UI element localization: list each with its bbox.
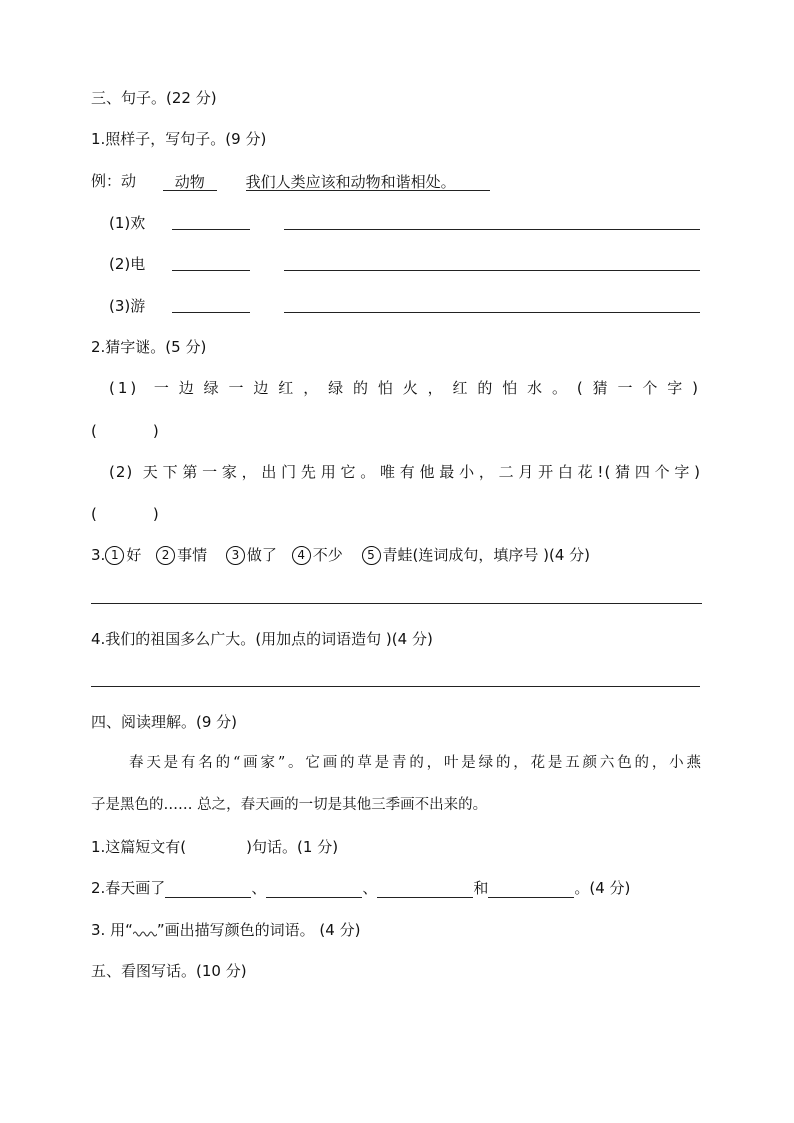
riddle-2-label: (2) [109, 463, 134, 481]
q1-item-2-word-blank[interactable] [172, 270, 250, 271]
example-sentence-text: 我们人类应该和动物和谐相处。 [245, 173, 456, 191]
q4-answer-line[interactable] [91, 686, 700, 687]
q1-item-1-sentence-blank[interactable] [284, 229, 700, 230]
q3-word-1: 好 [126, 546, 142, 564]
example-word [163, 172, 217, 191]
reading-q2-blank-1[interactable] [165, 879, 251, 898]
riddle-1-open-paren: ( [91, 422, 97, 440]
q1-example [91, 171, 490, 191]
q1-item-2-label: (2)电 [109, 255, 146, 273]
reading-q2-and: 和 [473, 879, 489, 897]
q1-item-1-word-blank[interactable] [172, 229, 250, 230]
riddle-1-label: (1) [109, 379, 140, 397]
example-prefix: 例：动 [91, 172, 137, 190]
q1-item-2-sentence-blank[interactable] [284, 270, 700, 271]
riddle-2-answer[interactable] [91, 504, 159, 524]
passage-line-2: 子是黑色的…… 总之，春天画的一切是其他三季画不出来的。 [91, 797, 488, 813]
passage-line-1: 春天是有名的“画家”。它画的草是青的，叶是绿的，花是五颜六色的，小燕 [129, 755, 701, 771]
reading-q2-sep-1: 、 [251, 879, 267, 897]
example-sentence [246, 172, 490, 191]
reading-q1-before: 1.这篇短文有( [91, 838, 187, 856]
q3-word-4: 不少 [312, 546, 343, 564]
reading-q1 [91, 837, 338, 857]
reading-q3-after: ”画出描写颜色的词语。 (4 分) [156, 921, 361, 939]
reading-q3-before: 3. 用“ [91, 921, 133, 939]
section-3-title: 三、句子。(22 分) [91, 89, 217, 107]
q3-word-3: 做了 [246, 546, 277, 564]
reading-q2 [91, 878, 630, 898]
q1-item-3-word-blank[interactable] [172, 312, 250, 313]
q1-item-1-label: (1)欢 [109, 214, 146, 232]
reading-q2-sep-2: 、 [362, 879, 378, 897]
q3-word-2: 事情 [177, 546, 208, 564]
q3-instruction: (连词成句，填序号 )(4 分) [412, 546, 591, 564]
q3-answer-line[interactable] [91, 603, 702, 604]
q3-num-3: 3 [226, 546, 245, 565]
reading-q3 [91, 920, 360, 940]
q2-title: 2.猜字谜。(5 分) [91, 338, 207, 356]
q3-num-2: 2 [156, 546, 175, 565]
riddle-2-open-paren: ( [91, 505, 97, 523]
q3-num-5: 5 [362, 546, 381, 565]
q4-text: 4.我们的祖国多么广大。(用加点的词语造句 )(4 分) [91, 630, 433, 648]
q3-num-4: 4 [292, 546, 311, 565]
section-4-title: 四、阅读理解。(9 分) [91, 713, 238, 731]
reading-q2-before: 2.春天画了 [91, 879, 166, 897]
q3-prefix: 3. [91, 546, 106, 564]
q1-title: 1.照样子，写句子。(9 分) [91, 130, 267, 148]
riddle-1-answer[interactable] [91, 421, 159, 441]
riddle-1 [109, 378, 701, 398]
wavy-line-icon [133, 927, 157, 937]
riddle-2-text: 天下第一家，出门先用它。唯有他最小，二月开白花!(猜四个字) [142, 463, 701, 481]
riddle-2-close-paren: ) [152, 505, 159, 523]
riddle-1-text: 一边绿一边红，绿的怕火，红的怕水。(猜一个字) [153, 379, 701, 397]
riddle-1-close-paren: ) [152, 422, 159, 440]
reading-q2-blank-3[interactable] [377, 879, 473, 898]
reading-q2-blank-4[interactable] [488, 879, 574, 898]
reading-q1-after: )句话。(1 分) [246, 838, 339, 856]
riddle-2 [109, 462, 701, 482]
q1-item-3-sentence-blank[interactable] [284, 312, 700, 313]
q1-item-3-label: (3)游 [109, 297, 146, 315]
reading-q2-after: 。(4 分) [574, 879, 631, 897]
section-5-title: 五、看图写话。(10 分) [91, 962, 247, 980]
q3-word-5: 青蛙 [382, 546, 413, 564]
q3-line [91, 545, 590, 565]
reading-q2-blank-2[interactable] [266, 879, 362, 898]
example-word-text: 动物 [174, 173, 205, 191]
q3-num-1: 1 [105, 546, 124, 565]
